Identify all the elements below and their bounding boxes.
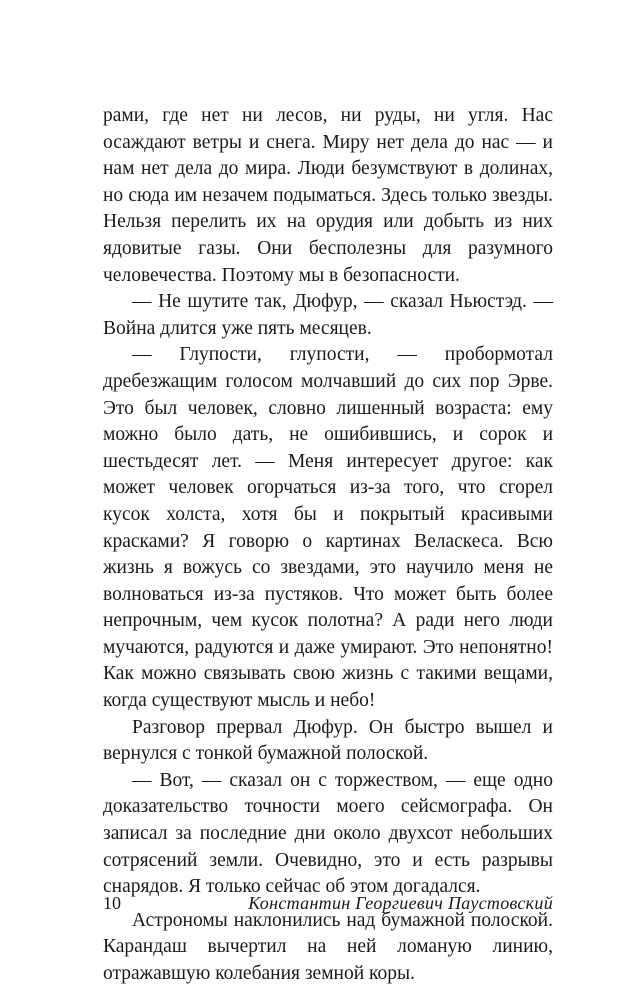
paragraph-dufour-leaves: Разговор прервал Дюфур. Он быстро вышел и вернулся с тонкой бумажной полоской.	[103, 716, 553, 765]
running-title: Константин Георгиевич Паустовский	[248, 893, 553, 913]
paragraph-herve-dialogue: — Глупости, глупости, — пробормотал дребезжащим голосом молчавший до сих пор Эрве. Это был человек, словно лишенный возраста: ему можно было дать, не ошибившись, и сорок и шестьдесят лет. — Меня интересует другое: как может человек огорчаться из-за того, что сгорел кусок холста, хотя бы и покрытый красивыми красками? Я говорю о картинах Веласкеса. Всю жизнь я вожусь со звездами, это научило меня не волноваться из-за пустяков. Что может быть более непрочным, чем кусок полотна? А ради него люди мучаются, радуются и даже умирают. Это непонятно! Как можно связывать свою жизнь с такими вещами, когда существуют мысль и небо!	[103, 344, 553, 712]
page-footer	[103, 889, 553, 917]
page-number: 10	[103, 893, 121, 913]
page-body	[103, 103, 553, 988]
paragraph-seismograph: — Вот, — сказал он с торжеством, — еще одно доказательство точности моего сейсмографа. Он записал за последние дни около двухсот небольших сотрясений земли. Очевидно, это и есть разрывы снарядов. Я только сейчас об этом догадался.	[103, 769, 553, 898]
paragraph-newstead-dialogue: — Не шутите так, Дюфур, — сказал Ньюстэд. — Война длится уже пять месяцев.	[103, 291, 553, 339]
paragraph-continuation: рами, где нет ни лесов, ни руды, ни угля. Нас осаждают ветры и снега. Миру нет дела до нас — и нам нет дела до мира. Люди безумствуют в долинах, но сюда им незачем подыматься. Здесь только звезды. Нельзя перелить их на орудия или добыть из них ядовитые газы. Они бесполезны для разумного человечества. Поэтому мы в безопасности.	[103, 105, 553, 286]
paragraph-astronomers: Астрономы наклонились над бумажной полоской. Карандаш вычертил на ней ломаную линию, отражавшую колебания земной коры.	[103, 909, 553, 984]
